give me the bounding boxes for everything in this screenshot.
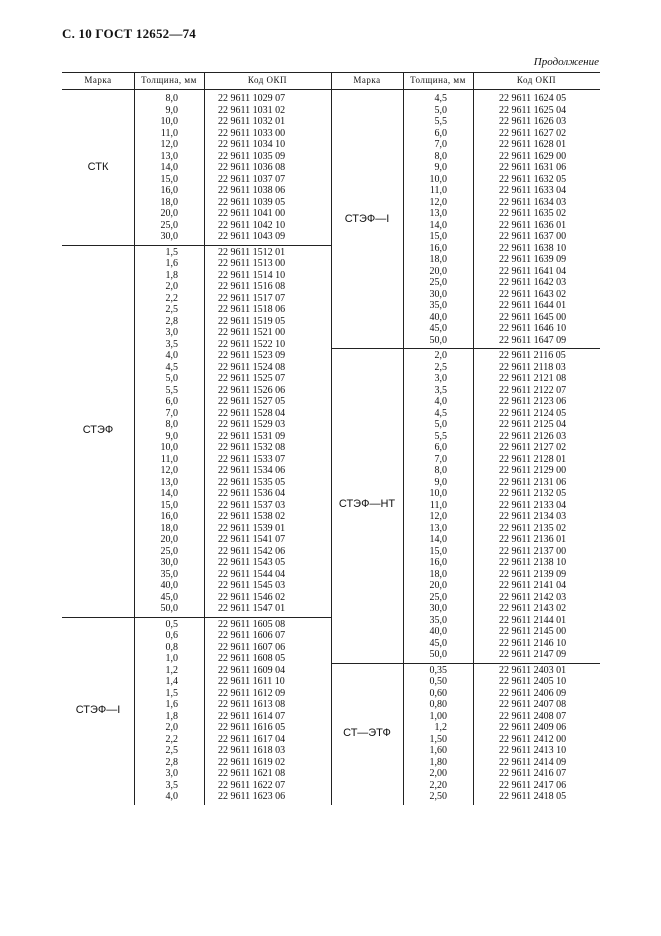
thickness-cell: 11,0 bbox=[160, 453, 178, 465]
okp-code-cell: 22 9611 1612 09 bbox=[218, 687, 286, 699]
okp-code-cell: 22 9611 1623 06 bbox=[218, 791, 286, 802]
okp-code-cell: 22 9611 2135 02 bbox=[499, 522, 567, 534]
okp-code-cell: 22 9611 1547 01 bbox=[218, 603, 286, 614]
thickness-cell: 9,0 bbox=[165, 430, 178, 442]
thickness-cell: 50,0 bbox=[429, 334, 447, 346]
okp-code-cell: 22 9611 1532 08 bbox=[218, 442, 286, 453]
thickness-cell: 5,0 bbox=[434, 104, 447, 116]
okp-code-cell: 22 9611 1037 07 bbox=[218, 173, 286, 185]
okp-code-cell: 22 9611 1628 01 bbox=[499, 139, 567, 150]
okp-code-cell: 22 9611 1624 05 bbox=[499, 93, 567, 104]
okp-code-cell: 22 9611 2403 01 bbox=[499, 664, 567, 676]
okp-code-cell: 22 9611 2414 09 bbox=[499, 756, 567, 768]
thickness-cell: 14,0 bbox=[160, 162, 178, 173]
thickness-cell: 30,0 bbox=[160, 231, 178, 242]
thickness-cell: 2,8 bbox=[165, 756, 178, 768]
thickness-cell: 13,0 bbox=[429, 208, 447, 219]
okp-code-cell: 22 9611 1621 08 bbox=[218, 768, 286, 779]
okp-code-cell: 22 9611 1539 01 bbox=[218, 522, 286, 534]
thickness-cell: 16,0 bbox=[429, 242, 447, 254]
okp-code-cell: 22 9611 2146 10 bbox=[499, 637, 567, 649]
okp-code-cell: 22 9611 1611 10 bbox=[218, 676, 285, 687]
thickness-cell: 1,4 bbox=[165, 676, 178, 687]
thickness-cell: 18,0 bbox=[160, 196, 178, 208]
okp-code-cell: 22 9611 2126 03 bbox=[499, 430, 567, 442]
thickness-cell: 1,2 bbox=[434, 722, 447, 733]
okp-code-cell: 22 9611 1638 10 bbox=[499, 242, 567, 254]
thickness-cell: 50,0 bbox=[160, 603, 178, 614]
thickness-cell: 2,0 bbox=[434, 350, 447, 361]
thickness-cell: 20,0 bbox=[160, 534, 178, 545]
thickness-cell: 5,5 bbox=[434, 430, 447, 442]
thickness-cell: 40,0 bbox=[429, 311, 447, 323]
okp-code-cell: 22 9611 1528 04 bbox=[218, 407, 286, 419]
okp-code-cell: 22 9611 1518 06 bbox=[218, 304, 286, 315]
brand-label: СТЭФ—I bbox=[344, 212, 390, 225]
okp-code-cell: 22 9611 2412 00 bbox=[499, 733, 567, 745]
thickness-cell: 4,0 bbox=[165, 350, 178, 361]
okp-code-cell: 22 9611 1606 07 bbox=[218, 630, 286, 641]
thickness-cell: 10,0 bbox=[160, 442, 178, 453]
okp-code-cell: 22 9611 1516 08 bbox=[218, 281, 286, 292]
okp-code-cell: 22 9611 2132 05 bbox=[499, 488, 567, 499]
thickness-cell: 45,0 bbox=[160, 591, 178, 603]
thickness-cell: 1,5 bbox=[165, 246, 178, 258]
thickness-cell: 4,5 bbox=[434, 407, 447, 419]
okp-code-cell: 22 9611 2143 02 bbox=[499, 603, 567, 614]
okp-code-cell: 22 9611 2406 09 bbox=[499, 687, 567, 699]
okp-code-cell: 22 9611 1525 07 bbox=[218, 373, 286, 384]
thickness-cell: 8,0 bbox=[165, 419, 178, 430]
okp-code-cell: 22 9611 2137 00 bbox=[499, 545, 567, 557]
okp-code-cell: 22 9611 2116 05 bbox=[499, 350, 566, 361]
thickness-cell: 1,6 bbox=[165, 699, 178, 710]
okp-code-cell: 22 9611 1617 04 bbox=[218, 733, 286, 745]
thickness-cell: 7,0 bbox=[434, 139, 447, 150]
okp-code-cell: 22 9611 1536 04 bbox=[218, 488, 286, 499]
okp-code-cell: 22 9611 1042 10 bbox=[218, 219, 286, 231]
okp-code-cell: 22 9611 1646 10 bbox=[499, 323, 567, 334]
okp-code-cell: 22 9611 1639 09 bbox=[499, 254, 567, 265]
thickness-cell: 12,0 bbox=[160, 139, 178, 150]
okp-code-cell: 22 9611 1614 07 bbox=[218, 710, 286, 722]
thickness-cell: 9,0 bbox=[434, 476, 447, 488]
brand-label: СТК bbox=[87, 160, 109, 173]
thickness-cell: 5,5 bbox=[434, 116, 447, 127]
thickness-cell: 1,2 bbox=[165, 664, 178, 676]
okp-code-cell: 22 9611 2129 00 bbox=[499, 465, 567, 476]
okp-code-cell: 22 9611 2147 09 bbox=[499, 649, 567, 660]
okp-code-cell: 22 9611 2118 03 bbox=[499, 361, 566, 373]
okp-code-cell: 22 9611 1542 06 bbox=[218, 545, 286, 557]
thickness-cell: 30,0 bbox=[160, 557, 178, 568]
okp-code-cell: 22 9611 1631 06 bbox=[499, 162, 567, 173]
thickness-cell: 15,0 bbox=[160, 173, 178, 185]
thickness-cell: 2,2 bbox=[165, 292, 178, 304]
okp-code-cell: 22 9611 2128 01 bbox=[499, 453, 567, 465]
okp-code-cell: 22 9611 1625 04 bbox=[499, 104, 567, 116]
thickness-cell: 15,0 bbox=[160, 499, 178, 511]
thickness-cell: 6,0 bbox=[165, 396, 178, 407]
okp-code-cell: 22 9611 1522 10 bbox=[218, 338, 286, 350]
okp-code-cell: 22 9611 2145 00 bbox=[499, 626, 567, 637]
thickness-cell: 25,0 bbox=[429, 277, 447, 288]
okp-code-cell: 22 9611 1032 01 bbox=[218, 116, 286, 127]
thickness-cell: 8,0 bbox=[165, 93, 178, 104]
okp-code-cell: 22 9611 1033 00 bbox=[218, 127, 286, 139]
thickness-cell: 45,0 bbox=[429, 637, 447, 649]
okp-code-cell: 22 9611 1618 03 bbox=[218, 745, 286, 756]
okp-code-cell: 22 9611 1514 10 bbox=[218, 269, 286, 281]
okp-code-cell: 22 9611 1533 07 bbox=[218, 453, 286, 465]
column-divider bbox=[204, 72, 205, 805]
okp-code-cell: 22 9611 1627 02 bbox=[499, 127, 567, 139]
thickness-cell: 25,0 bbox=[429, 591, 447, 603]
okp-code-cell: 22 9611 2418 05 bbox=[499, 791, 567, 802]
okp-code-cell: 22 9611 1039 05 bbox=[218, 196, 286, 208]
header-code-right: Код ОКП bbox=[516, 75, 557, 85]
thickness-cell: 0,6 bbox=[165, 630, 178, 641]
thickness-cell: 2,5 bbox=[165, 745, 178, 756]
okp-code-cell: 22 9611 1607 06 bbox=[218, 641, 286, 653]
thickness-cell: 0,50 bbox=[429, 676, 447, 687]
okp-code-cell: 22 9611 1537 03 bbox=[218, 499, 286, 511]
okp-code-cell: 22 9611 2416 07 bbox=[499, 768, 567, 779]
okp-code-cell: 22 9611 1531 09 bbox=[218, 430, 286, 442]
thickness-cell: 0,5 bbox=[165, 618, 178, 630]
thickness-cell: 16,0 bbox=[429, 557, 447, 568]
okp-code-cell: 22 9611 1524 08 bbox=[218, 361, 286, 373]
thickness-cell: 13,0 bbox=[429, 522, 447, 534]
thickness-cell: 1,5 bbox=[165, 687, 178, 699]
thickness-cell: 15,0 bbox=[429, 231, 447, 242]
okp-code-cell: 22 9611 1538 02 bbox=[218, 511, 286, 522]
thickness-cell: 2,0 bbox=[165, 281, 178, 292]
okp-code-cell: 22 9611 2125 04 bbox=[499, 419, 567, 430]
okp-code-cell: 22 9611 1529 03 bbox=[218, 419, 286, 430]
thickness-cell: 10,0 bbox=[429, 488, 447, 499]
thickness-cell: 1,8 bbox=[165, 269, 178, 281]
okp-code-cell: 22 9611 1637 00 bbox=[499, 231, 567, 242]
thickness-cell: 2,0 bbox=[165, 722, 178, 733]
okp-code-cell: 22 9611 1626 03 bbox=[499, 116, 567, 127]
thickness-cell: 14,0 bbox=[160, 488, 178, 499]
okp-code-cell: 22 9611 1526 06 bbox=[218, 384, 286, 396]
thickness-cell: 9,0 bbox=[165, 104, 178, 116]
thickness-cell: 13,0 bbox=[160, 150, 178, 162]
okp-code-cell: 22 9611 2133 04 bbox=[499, 499, 567, 511]
thickness-cell: 35,0 bbox=[160, 568, 178, 580]
okp-code-cell: 22 9611 1546 02 bbox=[218, 591, 286, 603]
okp-code-cell: 22 9611 1633 04 bbox=[499, 185, 567, 196]
thickness-cell: 3,5 bbox=[165, 338, 178, 350]
thickness-cell: 7,0 bbox=[434, 453, 447, 465]
okp-code-cell: 22 9611 1605 08 bbox=[218, 618, 286, 630]
thickness-cell: 6,0 bbox=[434, 127, 447, 139]
thickness-cell: 35,0 bbox=[429, 614, 447, 626]
column-divider bbox=[473, 72, 474, 805]
okp-code-cell: 22 9611 2134 03 bbox=[499, 511, 567, 522]
okp-code-cell: 22 9611 1613 08 bbox=[218, 699, 286, 710]
okp-code-cell: 22 9611 2122 07 bbox=[499, 384, 567, 396]
thickness-cell: 5,0 bbox=[165, 373, 178, 384]
thickness-cell: 10,0 bbox=[160, 116, 178, 127]
thickness-cell: 20,0 bbox=[429, 580, 447, 591]
okp-code-cell: 22 9611 1527 05 bbox=[218, 396, 286, 407]
okp-code-cell: 22 9611 1647 09 bbox=[499, 334, 567, 346]
okp-code-cell: 22 9611 1643 02 bbox=[499, 288, 567, 300]
okp-code-cell: 22 9611 1034 10 bbox=[218, 139, 286, 150]
brand-label: СТ—ЭТФ bbox=[343, 726, 391, 739]
thickness-cell: 0,60 bbox=[429, 687, 447, 699]
okp-code-cell: 22 9611 1513 00 bbox=[218, 258, 286, 269]
okp-code-cell: 22 9611 2121 08 bbox=[499, 373, 567, 384]
thickness-cell: 3,0 bbox=[165, 327, 178, 338]
brand-label: СТЭФ—НТ bbox=[338, 498, 396, 511]
okp-code-cell: 22 9611 2417 06 bbox=[499, 779, 567, 791]
okp-code-cell: 22 9611 2138 10 bbox=[499, 557, 567, 568]
okp-code-cell: 22 9611 1523 09 bbox=[218, 350, 286, 361]
okp-code-cell: 22 9611 2127 02 bbox=[499, 442, 567, 453]
okp-code-cell: 22 9611 2408 07 bbox=[499, 710, 567, 722]
thickness-cell: 25,0 bbox=[160, 545, 178, 557]
okp-code-cell: 22 9611 1609 04 bbox=[218, 664, 286, 676]
thickness-cell: 5,0 bbox=[434, 419, 447, 430]
thickness-cell: 45,0 bbox=[429, 323, 447, 334]
thickness-cell: 4,5 bbox=[165, 361, 178, 373]
thickness-cell: 16,0 bbox=[160, 185, 178, 196]
okp-code-cell: 22 9611 2144 01 bbox=[499, 614, 567, 626]
okp-code-cell: 22 9611 1029 07 bbox=[218, 93, 286, 104]
thickness-cell: 1,8 bbox=[165, 710, 178, 722]
okp-code-cell: 22 9611 1519 05 bbox=[218, 315, 286, 327]
okp-code-cell: 22 9611 1041 00 bbox=[218, 208, 286, 219]
okp-code-cell: 22 9611 1031 02 bbox=[218, 104, 286, 116]
thickness-cell: 18,0 bbox=[429, 254, 447, 265]
page-header: С. 10 ГОСТ 12652—74 bbox=[62, 26, 196, 41]
thickness-cell: 11,0 bbox=[160, 127, 178, 139]
thickness-cell: 1,80 bbox=[429, 756, 447, 768]
thickness-cell: 15,0 bbox=[429, 545, 447, 557]
okp-code-cell: 22 9611 1619 02 bbox=[218, 756, 286, 768]
okp-code-cell: 22 9611 1521 00 bbox=[218, 327, 286, 338]
okp-code-cell: 22 9611 2409 06 bbox=[499, 722, 567, 733]
thickness-cell: 16,0 bbox=[160, 511, 178, 522]
thickness-cell: 8,0 bbox=[434, 465, 447, 476]
okp-code-cell: 22 9611 1512 01 bbox=[218, 246, 286, 258]
column-divider bbox=[403, 72, 404, 805]
thickness-cell: 14,0 bbox=[429, 219, 447, 231]
thickness-cell: 2,8 bbox=[165, 315, 178, 327]
okp-code-cell: 22 9611 1035 09 bbox=[218, 150, 286, 162]
group-separator bbox=[62, 245, 331, 246]
continuation-label: Продолжение bbox=[533, 56, 599, 68]
thickness-cell: 11,0 bbox=[429, 499, 447, 511]
thickness-cell: 10,0 bbox=[429, 173, 447, 185]
okp-code-cell: 22 9611 1038 06 bbox=[218, 185, 286, 196]
header-thickness-left: Толщина, мм bbox=[141, 75, 197, 85]
okp-code-cell: 22 9611 1043 09 bbox=[218, 231, 286, 242]
thickness-cell: 3,0 bbox=[434, 373, 447, 384]
thickness-cell: 0,8 bbox=[165, 641, 178, 653]
okp-code-cell: 22 9611 2141 04 bbox=[499, 580, 567, 591]
thickness-cell: 2,5 bbox=[165, 304, 178, 315]
thickness-cell: 4,5 bbox=[434, 93, 447, 104]
okp-code-cell: 22 9611 1641 04 bbox=[499, 265, 567, 277]
brand-label: СТЭФ—I bbox=[75, 703, 121, 716]
okp-code-cell: 22 9611 1636 01 bbox=[499, 219, 567, 231]
thickness-cell: 30,0 bbox=[429, 603, 447, 614]
okp-code-cell: 22 9611 2413 10 bbox=[499, 745, 567, 756]
header-brand-left: Марка bbox=[84, 75, 112, 85]
thickness-cell: 18,0 bbox=[429, 568, 447, 580]
thickness-cell: 1,6 bbox=[165, 258, 178, 269]
thickness-cell: 12,0 bbox=[429, 511, 447, 522]
thickness-cell: 2,50 bbox=[429, 791, 447, 802]
thickness-cell: 3,5 bbox=[165, 779, 178, 791]
thickness-cell: 0,35 bbox=[429, 664, 447, 676]
okp-code-cell: 22 9611 2124 05 bbox=[499, 407, 567, 419]
thickness-cell: 1,60 bbox=[429, 745, 447, 756]
thickness-cell: 25,0 bbox=[160, 219, 178, 231]
okp-code-cell: 22 9611 1635 02 bbox=[499, 208, 567, 219]
thickness-cell: 20,0 bbox=[160, 208, 178, 219]
thickness-cell: 3,0 bbox=[165, 768, 178, 779]
column-divider bbox=[134, 72, 135, 805]
column-divider bbox=[331, 72, 332, 805]
okp-code-cell: 22 9611 2407 08 bbox=[499, 699, 567, 710]
thickness-cell: 40,0 bbox=[429, 626, 447, 637]
okp-code-cell: 22 9611 1036 08 bbox=[218, 162, 286, 173]
thickness-cell: 5,5 bbox=[165, 384, 178, 396]
group-separator bbox=[62, 617, 331, 618]
okp-code-cell: 22 9611 1608 05 bbox=[218, 653, 286, 664]
thickness-cell: 4,0 bbox=[165, 791, 178, 802]
okp-code-cell: 22 9611 2131 06 bbox=[499, 476, 567, 488]
okp-code-cell: 22 9611 1642 03 bbox=[499, 277, 567, 288]
thickness-cell: 30,0 bbox=[429, 288, 447, 300]
thickness-cell: 13,0 bbox=[160, 476, 178, 488]
thickness-cell: 2,2 bbox=[165, 733, 178, 745]
thickness-cell: 12,0 bbox=[160, 465, 178, 476]
okp-code-cell: 22 9611 1541 07 bbox=[218, 534, 286, 545]
okp-code-cell: 22 9611 1634 03 bbox=[499, 196, 567, 208]
okp-code-cell: 22 9611 1622 07 bbox=[218, 779, 286, 791]
thickness-cell: 7,0 bbox=[165, 407, 178, 419]
thickness-cell: 35,0 bbox=[429, 300, 447, 311]
okp-code-cell: 22 9611 2142 03 bbox=[499, 591, 567, 603]
brand-label: СТЭФ bbox=[82, 423, 114, 436]
header-thickness-right: Толщина, мм bbox=[410, 75, 466, 85]
okp-code-cell: 22 9611 2405 10 bbox=[499, 676, 567, 687]
okp-code-cell: 22 9611 2136 01 bbox=[499, 534, 567, 545]
thickness-cell: 40,0 bbox=[160, 580, 178, 591]
thickness-cell: 1,0 bbox=[165, 653, 178, 664]
okp-code-cell: 22 9611 1535 05 bbox=[218, 476, 286, 488]
thickness-cell: 8,0 bbox=[434, 150, 447, 162]
thickness-cell: 2,00 bbox=[429, 768, 447, 779]
okp-code-cell: 22 9611 1517 07 bbox=[218, 292, 286, 304]
thickness-cell: 1,50 bbox=[429, 733, 447, 745]
thickness-cell: 6,0 bbox=[434, 442, 447, 453]
thickness-cell: 4,0 bbox=[434, 396, 447, 407]
okp-code-cell: 22 9611 1543 05 bbox=[218, 557, 286, 568]
okp-code-cell: 22 9611 1534 06 bbox=[218, 465, 286, 476]
okp-code-cell: 22 9611 2139 09 bbox=[499, 568, 567, 580]
okp-code-cell: 22 9611 1645 00 bbox=[499, 311, 567, 323]
header-brand-right: Марка bbox=[353, 75, 381, 85]
thickness-cell: 1,00 bbox=[429, 710, 447, 722]
okp-code-cell: 22 9611 1632 05 bbox=[499, 173, 567, 185]
thickness-cell: 12,0 bbox=[429, 196, 447, 208]
okp-code-cell: 22 9611 1616 05 bbox=[218, 722, 286, 733]
thickness-cell: 18,0 bbox=[160, 522, 178, 534]
thickness-cell: 2,5 bbox=[434, 361, 447, 373]
okp-code-cell: 22 9611 2123 06 bbox=[499, 396, 567, 407]
okp-code-cell: 22 9611 1629 00 bbox=[499, 150, 567, 162]
thickness-cell: 9,0 bbox=[434, 162, 447, 173]
thickness-cell: 3,5 bbox=[434, 384, 447, 396]
okp-code-cell: 22 9611 1545 03 bbox=[218, 580, 286, 591]
okp-code-cell: 22 9611 1544 04 bbox=[218, 568, 286, 580]
thickness-cell: 20,0 bbox=[429, 265, 447, 277]
thickness-cell: 2,20 bbox=[429, 779, 447, 791]
okp-code-cell: 22 9611 1644 01 bbox=[499, 300, 567, 311]
thickness-cell: 50,0 bbox=[429, 649, 447, 660]
thickness-cell: 11,0 bbox=[429, 185, 447, 196]
group-separator bbox=[331, 348, 600, 349]
thickness-cell: 0,80 bbox=[429, 699, 447, 710]
header-code-left: Код ОКП bbox=[247, 75, 288, 85]
thickness-cell: 14,0 bbox=[429, 534, 447, 545]
group-separator bbox=[331, 663, 600, 664]
